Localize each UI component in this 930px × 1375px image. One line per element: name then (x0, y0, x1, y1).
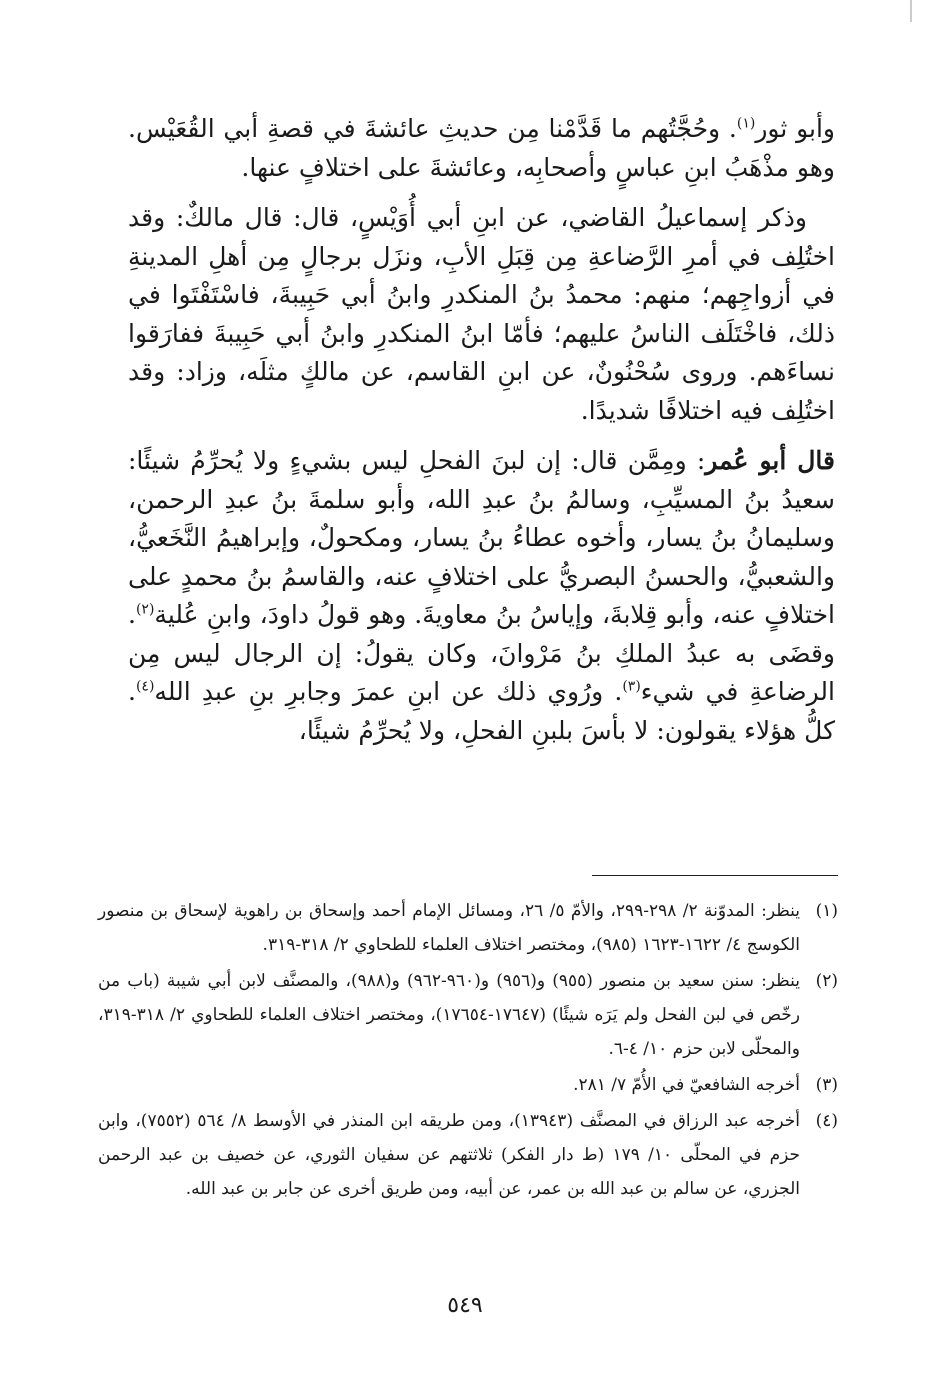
paragraph-lead-bold: قال أبو عُمر (705, 446, 835, 475)
paragraph-text-segment: . ورُوي ذلك عن ابنِ عمرَ وجابرِ بنِ عبدِ الله (154, 677, 623, 706)
footnote-text: أخرجه عبد الرزاق في المصنَّف (١٣٩٤٣)، ومن طريقه ابن المنذر في الأوسط ٨/ ٥٦٤ (٧٥٥٢)، وابن حزم في المحلّى ١٠/ ١٧٩ (ط دار الفكر) ثلاثتهم عن سفيان الثوري، عن خصيف بن عبد الرحمن الجزري، عن سالم بن عبد الله بن عمر، عن أبيه، ومن طريق أخرى عن جابر بن عبد الله. (98, 1111, 800, 1199)
paragraph-text-segment: وذكر إسماعيلُ القاضي، عن ابنِ أبي أُوَيْسٍ، قال: قال مالكٌ: وقد اختُلِف في أمرِ الرَّضاعةِ مِن قِبَلِ الأبِ، ونزَل برجالٍ مِن أهلِ المدينةِ في أزواجِهم؛ منهم: محمدُ بنُ المنكدرِ وابنُ أبي حَبِيبةَ، فاسْتَفْتَوا في ذلك، فاخْتَلَف الناسُ عليهم؛ فأمّا ابنُ المنكدرِ وابنُ أبي حَبِيبةَ ففارَقوا نساءَهم. وروى سُحْنُونٌ، عن ابنِ القاسم، عن مالكٍ مثلَه، وزاد: وقد اختُلِف فيه اختلافًا شديدًا. (128, 203, 835, 425)
footnote-item (98, 1104, 838, 1206)
paragraph-text-segment: . وقضَى به عبدُ الملكِ بنُ مَرْوانَ، وكان يقولُ: إن الرجال ليس مِن الرضاعةِ في شيء (128, 600, 835, 706)
footnote-number: (٢) (815, 971, 838, 991)
footnote-text: ينظر: سنن سعيد بن منصور (٩٥٥) و(٩٥٦) و(٩٦٠-٩٦٢) و(٩٨٨)، والمصنَّف لابن أبي شيبة (باب من رخّص في لبن الفحل ولم يَرَه شيئًا) (١٧٦٤٧-١٧٦٥٤)، ومختصر اختلاف العلماء للطحاوي ٢/ ٣١٨-٣١٩، والمحلّى لابن حزم ١٠/ ٤-٦. (98, 971, 800, 1059)
paragraph-text-segment: . كلُّ هؤلاء يقولون: لا بأسَ بلبنِ الفحلِ، ولا يُحرِّمُ شيئًا، (128, 677, 835, 745)
footnotes-block (98, 894, 838, 1208)
footnote-text: أخرجه الشافعيّ في الأُمّ ٧/ ٢٨١. (573, 1075, 800, 1095)
footnote-reference: (٤) (135, 678, 155, 695)
page-number: ٥٤٩ (447, 1293, 483, 1318)
footnote-reference: (٣) (622, 678, 641, 695)
footnote-reference: (١) (736, 115, 756, 132)
footnote-reference: (٢) (135, 601, 155, 618)
footnote-item (98, 1068, 838, 1102)
main-text-block (128, 110, 835, 762)
paragraph-text-segment: وأبو ثور (755, 114, 835, 143)
body-paragraph (128, 442, 835, 750)
footnote-separator-rule (592, 875, 838, 876)
footnote-number: (١) (815, 901, 838, 921)
paragraph-text-segment: : ومِمَّن قال: إن لبنَ الفحلِ ليس بشيءٍ ولا يُحرِّمُ شيئًا: سعيدُ بنُ المسيِّبِ، وسالمُ بنُ عبدِ الله، وأبو سلمةَ بنُ عبدِ الرحمن، وسليمانُ بنُ يسار، وأخوه عطاءُ بنُ يسار، ومكحولٌ، وإبراهيمُ النَّخَعيُّ، والشعبيُّ، والحسنُ البصريُّ على اختلافٍ عنه، والقاسمُ بنُ محمدٍ على اختلافٍ عنه، وأبو قِلابةَ، وإياسُ بنُ معاويةَ. وهو قولُ داودَ، وابنِ عُلية (128, 446, 835, 629)
footnote-item (98, 894, 838, 962)
scan-edge-mark (910, 0, 912, 22)
body-paragraph (128, 110, 835, 187)
footnote-text: ينظر: المدوّنة ٢/ ٢٩٨-٢٩٩، والأمّ ٥/ ٢٦، ومسائل الإمام أحمد وإسحاق بن راهوية لإسحاق بن منصور الكوسج ٤/ ١٦٢٢-١٦٢٣ (٩٨٥)، ومختصر اختلاف العلماء للطحاوي ٢/ ٣١٨-٣١٩. (98, 901, 801, 955)
body-paragraph (128, 199, 835, 430)
footnote-number: (٤) (815, 1111, 838, 1131)
footnote-item (98, 964, 838, 1066)
footnote-number: (٣) (815, 1075, 838, 1095)
paragraph-text-segment: . وحُجَّتُهم ما قَدَّمْنا مِن حديثِ عائشةَ في قصةِ أبي القُعَيْس. وهو مذْهَبُ ابنِ عباسٍ وأصحابِه، وعائشةَ على اختلافٍ عنها. (128, 114, 835, 182)
